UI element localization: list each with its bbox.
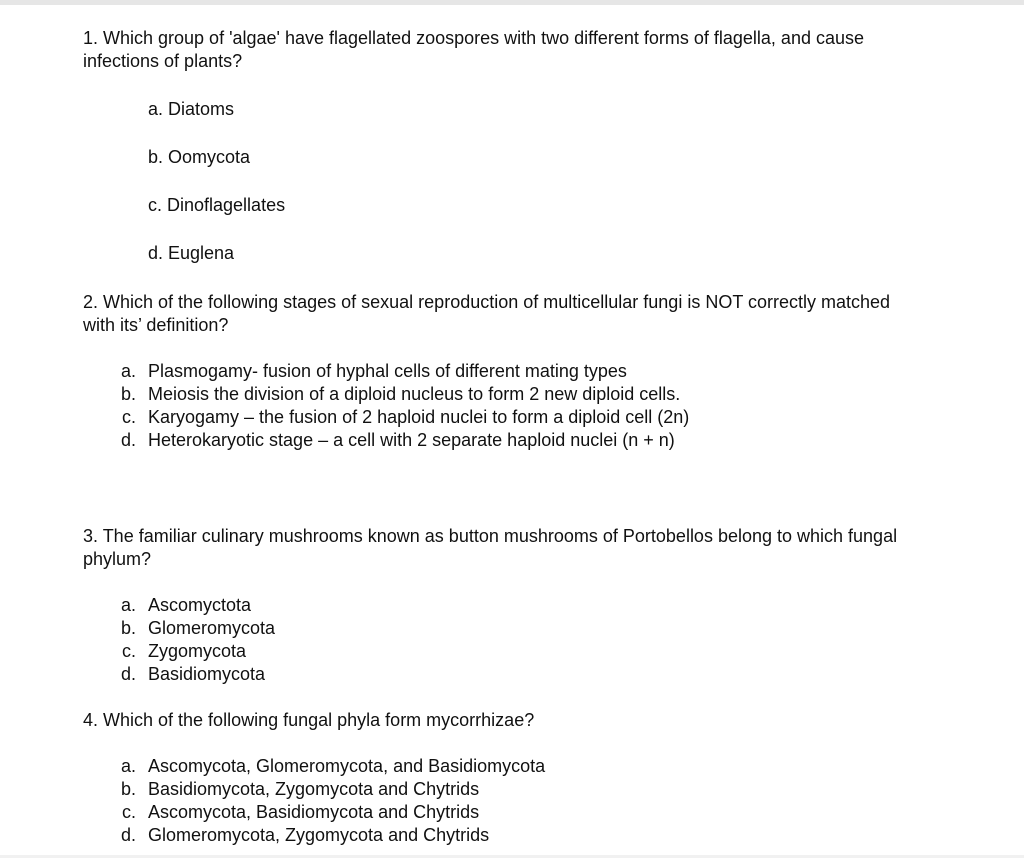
question-1-option-c: c. Dinoflagellates [148, 195, 286, 215]
option-letter: a. [120, 361, 136, 381]
question-3-option-c [83, 640, 963, 663]
option-text: Basidiomycota [148, 664, 266, 684]
question-3-option-a [83, 594, 963, 617]
question-2-option-d [83, 429, 963, 452]
option-letter: d. [120, 664, 136, 684]
option-text: Zygomycota [148, 641, 247, 661]
question-3-option-b [83, 617, 963, 640]
option-letter: d. [120, 825, 136, 845]
top-divider [0, 0, 1024, 5]
question-4-option-b [83, 778, 963, 801]
question-4-stem: 4. Which of the following fungal phyla form mycorrhizae? [83, 710, 535, 730]
question-3 [83, 525, 963, 686]
option-text: Heterokaryotic stage – a cell with 2 separate haploid nuclei (n + n) [148, 430, 675, 450]
option-text: Glomeromycota, Zygomycota and Chytrids [148, 825, 490, 845]
question-1-option-d: d. Euglena [148, 243, 235, 263]
question-2 [83, 291, 963, 452]
question-3-options [83, 594, 963, 686]
option-text: Ascomycota, Glomeromycota, and Basidiomycota [148, 756, 546, 776]
option-letter: b. [120, 779, 136, 799]
question-4-options [83, 755, 963, 847]
question-1 [83, 27, 963, 265]
question-2-stem: 2. Which of the following stages of sexual reproduction of multicellular fungi is NOT correctly matched with its’ definition? [83, 292, 891, 335]
option-text: Karyogamy – the fusion of 2 haploid nuclei to form a diploid cell (2n) [148, 407, 690, 427]
option-letter: c. [121, 802, 136, 822]
option-letter: b. [120, 384, 136, 404]
option-text: Meiosis the division of a diploid nucleus to form 2 new diploid cells. [148, 384, 681, 404]
option-text: Basidiomycota, Zygomycota and Chytrids [148, 779, 480, 799]
question-2-options [83, 360, 963, 452]
question-2-option-b [83, 383, 963, 406]
question-2-option-c [83, 406, 963, 429]
question-4 [83, 709, 963, 847]
question-4-option-a [83, 755, 963, 778]
quiz-document [83, 27, 963, 847]
question-3-stem: 3. The familiar culinary mushrooms known as button mushrooms of Portobellos belong to which fungal phylum? [83, 526, 898, 569]
question-1-option-b: b. Oomycota [148, 147, 251, 167]
option-letter: c. [121, 641, 136, 661]
question-4-option-c [83, 801, 963, 824]
question-1-stem: 1. Which group of 'algae' have flagellated zoospores with two different forms of flagella, and cause infections of plants? [83, 28, 864, 71]
option-text: Ascomyctota [148, 595, 252, 615]
option-text: Glomeromycota [148, 618, 276, 638]
option-letter: a. [120, 595, 136, 615]
question-1-option-a: a. Diatoms [148, 99, 235, 119]
option-text: Ascomycota, Basidiomycota and Chytrids [148, 802, 480, 822]
question-2-option-a [83, 360, 963, 383]
question-4-option-d [83, 824, 963, 847]
option-letter: b. [120, 618, 136, 638]
question-1-options [148, 98, 963, 265]
question-3-option-d [83, 663, 963, 686]
option-letter: c. [121, 407, 136, 427]
option-letter: d. [120, 430, 136, 450]
option-letter: a. [120, 756, 136, 776]
option-text: Plasmogamy- fusion of hyphal cells of different mating types [148, 361, 627, 381]
